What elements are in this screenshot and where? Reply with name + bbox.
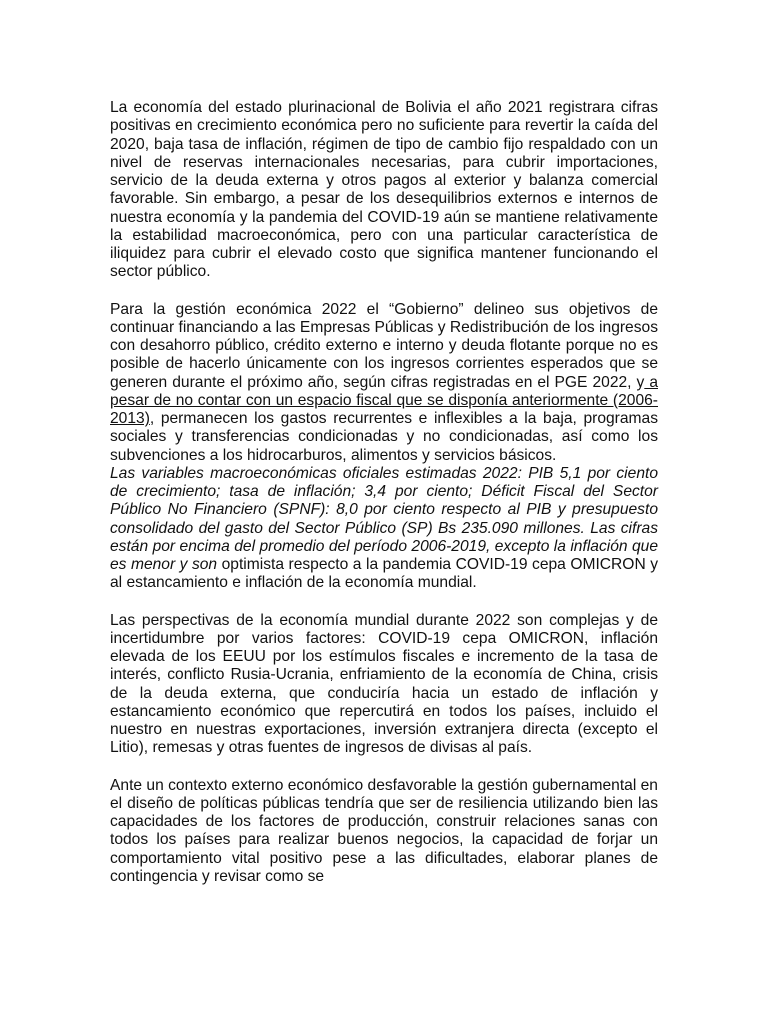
paragraph-gestion-2022-text-start: Para la gestión económica 2022 el “Gobierno” delineo sus objetivos de continuar financiando a las Empresas Públicas y Redistribución de los ingresos con desahorro público, crédito externo e interno y deuda flotante porque no es posible de hacerlo únicamente con los ingresos corrientes esperados que se generen durante el próximo año, según cifras registradas en el PGE 2022, y <box>110 300 658 391</box>
paragraph-bolivia-economy-2021: La economía del estado plurinacional de Bolivia el año 2021 registrara cifras positivas en crecimiento económica pero no suficiente para revertir la caída del 2020, baja tasa de inflación, régimen de tipo de cambio fijo respaldado con un nivel de reservas internacionales necesarias, para cubrir importaciones, servicio de la deuda externa y otros pagos al exterior y balanza comercial favorable. Sin embargo, a pesar de los desequilibrios externos e internos de nuestra economía y la pandemia del COVID-19 aún se mantiene relativamente la estabilidad macroeconómica, pero con una particular característica de iliquidez para cubrir el elevado costo que significa mantener funcionando el sector público. <box>110 99 658 281</box>
underlined-fiscal-space-text: a pesar de no contar con un espacio fiscal que se disponía anteriormente (2006-2013) <box>110 373 658 427</box>
paragraph-world-economy-2022: Las perspectivas de la economía mundial durante 2022 son complejas y de incertidumbre por varios factores: COVID-19 cepa OMICRON, inflación elevada de los EEUU por los estímulos fiscales e incremento de la tasa de interés, conflicto Rusia-Ucrania, enfriamiento de la economía de China, crisis de la deuda externa, que conduciría hacia un estado de inflación y estancamiento económico que repercutirá en todos los países, incluido el nuestro en nuestras exportaciones, inversión extranjera directa (excepto el Litio), remesas y otras fuentes de ingresos de divisas al país. <box>110 611 658 757</box>
paragraph-gestion-2022 <box>110 301 658 465</box>
paragraph-government-resilience: Ante un contexto externo económico desfavorable la gestión gubernamental en el diseño de políticas públicas tendría que ser de resiliencia utilizando bien las capacidades de los factores de producción, construir relaciones sanas con todos los países para realizar buenos negocios, la capacidad de forjar un comportamiento vital positivo pese a las dificultades, elaborar planes de contingencia y revisar como se <box>110 776 658 885</box>
paragraph-gestion-2022-text-end: , permanecen los gastos recurrentes e inflexibles a la baja, programas sociales y transferencias condicionadas y no condicionadas, así como los subvenciones a los hidrocarburos, alimentos y servicios básicos. <box>110 410 658 464</box>
paragraph-macro-variables <box>110 465 658 593</box>
italic-macro-variables-text: Las variables macroeconómicas oficiales estimadas 2022: PIB 5,1 por ciento de crecimiento; tasa de inflación; 3,4 por ciento; Déficit Fiscal del Sector Público No Financiero (SPNF): 8,0 por ciento respecto al PIB y presupuesto consolidado del gasto del Sector Público (SP) Bs 235.090 millones. Las cifras están por encima del promedio del período 2006-2019, excepto la inflación que es menor y son <box>110 464 658 573</box>
document-body <box>110 99 658 886</box>
paragraph-macro-variables-text-end: optimista respecto a la pandemia COVID-19 cepa OMICRON y al estancamiento e inflación de la economía mundial. <box>110 556 658 592</box>
